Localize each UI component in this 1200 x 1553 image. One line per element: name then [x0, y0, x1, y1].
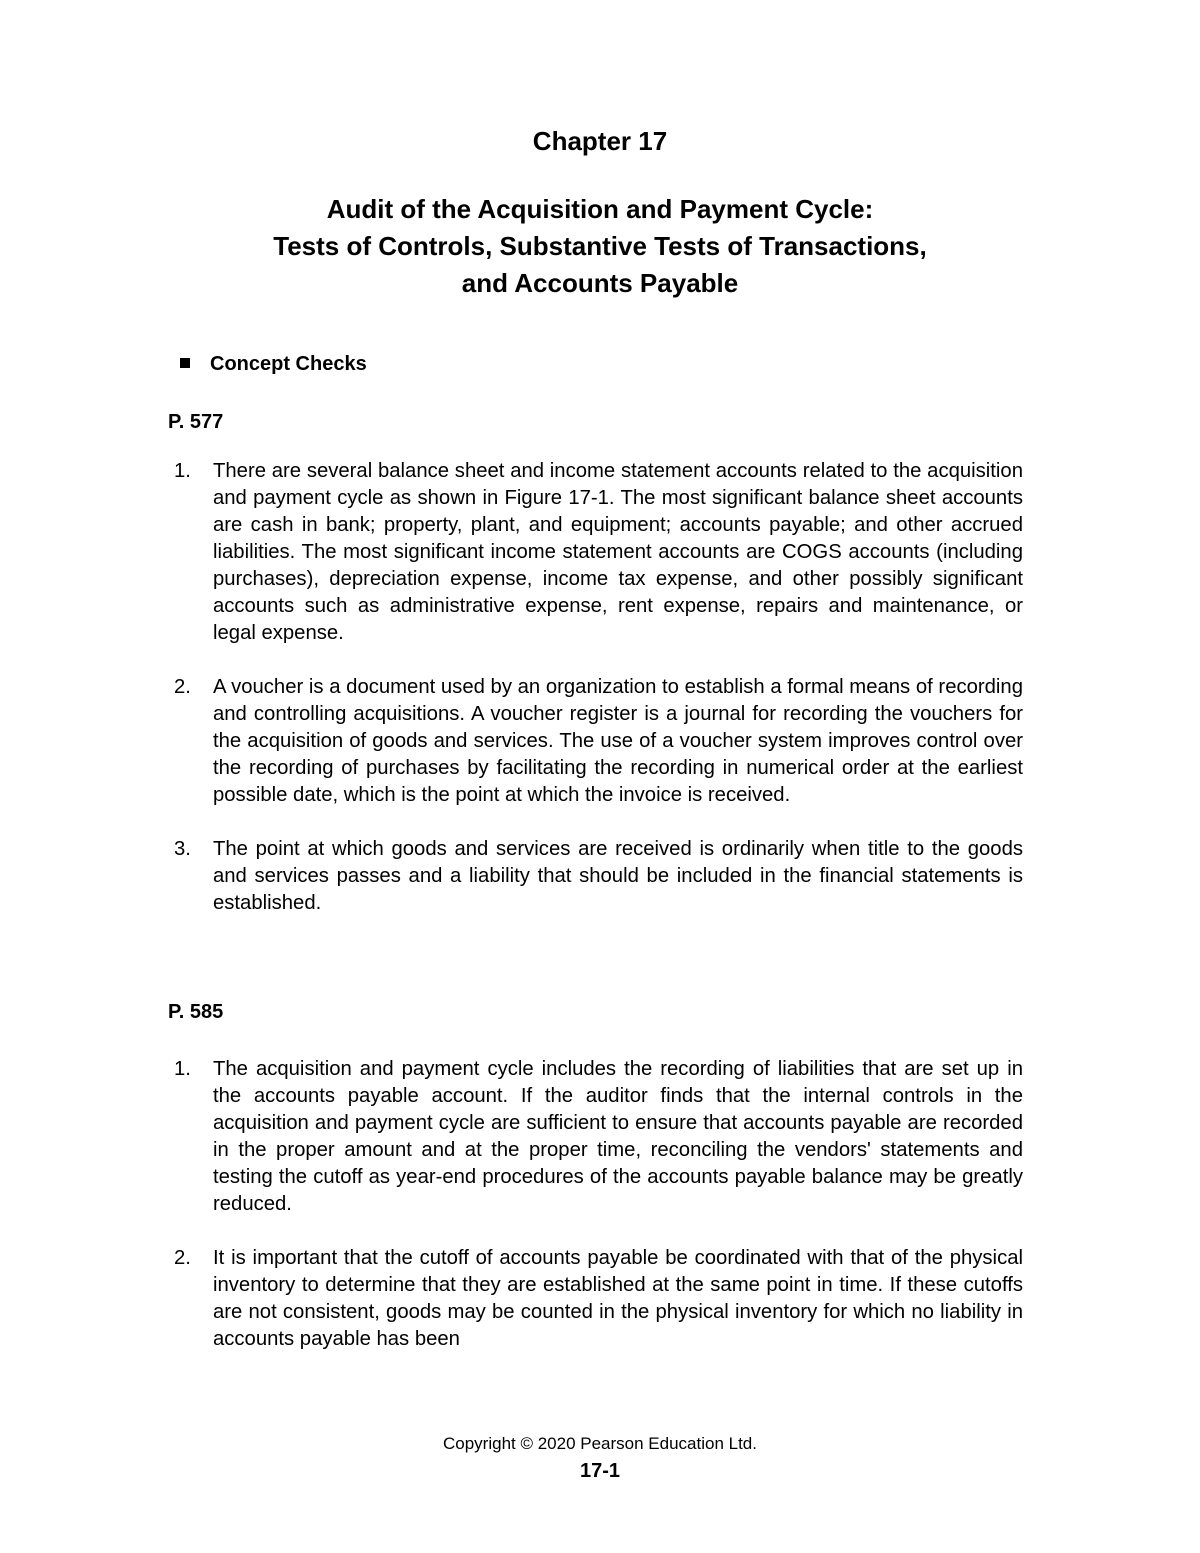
answer-list	[168, 458, 1023, 944]
item-text: The point at which goods and services are received is ordinarily when title to the goods and services passes and a liability that should be included in the financial statements is established.	[213, 838, 1023, 914]
item-number: 3.	[174, 838, 191, 860]
page-reference: P. 585	[168, 1001, 224, 1023]
page-number: 17-1	[579, 1460, 621, 1482]
chapter-title	[0, 191, 1200, 302]
list-item	[168, 1245, 1023, 1353]
list-item	[168, 1056, 1023, 1218]
section-heading	[180, 350, 367, 378]
list-item	[168, 458, 1023, 647]
title-line: Tests of Controls, Substantive Tests of Transactions,	[273, 231, 927, 261]
item-number: 1.	[174, 1058, 191, 1080]
copyright-notice: Copyright © 2020 Pearson Education Ltd.	[442, 1434, 757, 1453]
item-text: A voucher is a document used by an organization to establish a formal means of recording and controlling acquisitions. A voucher register is a journal for recording the vouchers for the acquisition of goods and services. The use of a voucher system improves control over the recording of purchases by facilitating the recording in numerical order at the earliest possible date, which is the point at which the invoice is received.	[213, 676, 1023, 806]
item-text: The acquisition and payment cycle includes the recording of liabilities that are set up in the accounts payable account. If the auditor finds that the internal controls in the acquisition and payment cycle are sufficient to ensure that accounts payable are recorded in the proper amount and at the proper time, reconciling the vendors' statements and testing the cutoff as year-end procedures of the accounts payable balance may be greatly reduced.	[213, 1058, 1023, 1215]
answer-list	[168, 1056, 1023, 1380]
item-text: It is important that the cutoff of accounts payable be coordinated with that of the physical inventory to determine that they are established at the same point in time. If these cutoffs are not consistent, goods may be counted in the physical inventory for which no liability in accounts payable has been	[213, 1247, 1023, 1350]
title-line: Audit of the Acquisition and Payment Cycle:	[326, 194, 874, 224]
section-heading-label: Concept Checks	[210, 353, 367, 375]
item-number: 2.	[174, 676, 191, 698]
square-bullet-icon	[180, 358, 190, 368]
page-reference: P. 577	[168, 411, 224, 433]
list-item	[168, 674, 1023, 809]
item-number: 2.	[174, 1247, 191, 1269]
item-number: 1.	[174, 460, 191, 482]
chapter-heading: Chapter 17	[532, 126, 668, 156]
item-text: There are several balance sheet and income statement accounts related to the acquisition and payment cycle as shown in Figure 17-1. The most significant balance sheet accounts are cash in bank; property, plant, and equipment; accounts payable; and other accrued liabilities. The most significant income statement accounts are COGS accounts (including purchases), depreciation expense, income tax expense, and other possibly significant accounts such as administrative expense, rent expense, repairs and maintenance, or legal expense.	[213, 460, 1023, 644]
list-item	[168, 836, 1023, 917]
title-line: and Accounts Payable	[461, 268, 739, 298]
